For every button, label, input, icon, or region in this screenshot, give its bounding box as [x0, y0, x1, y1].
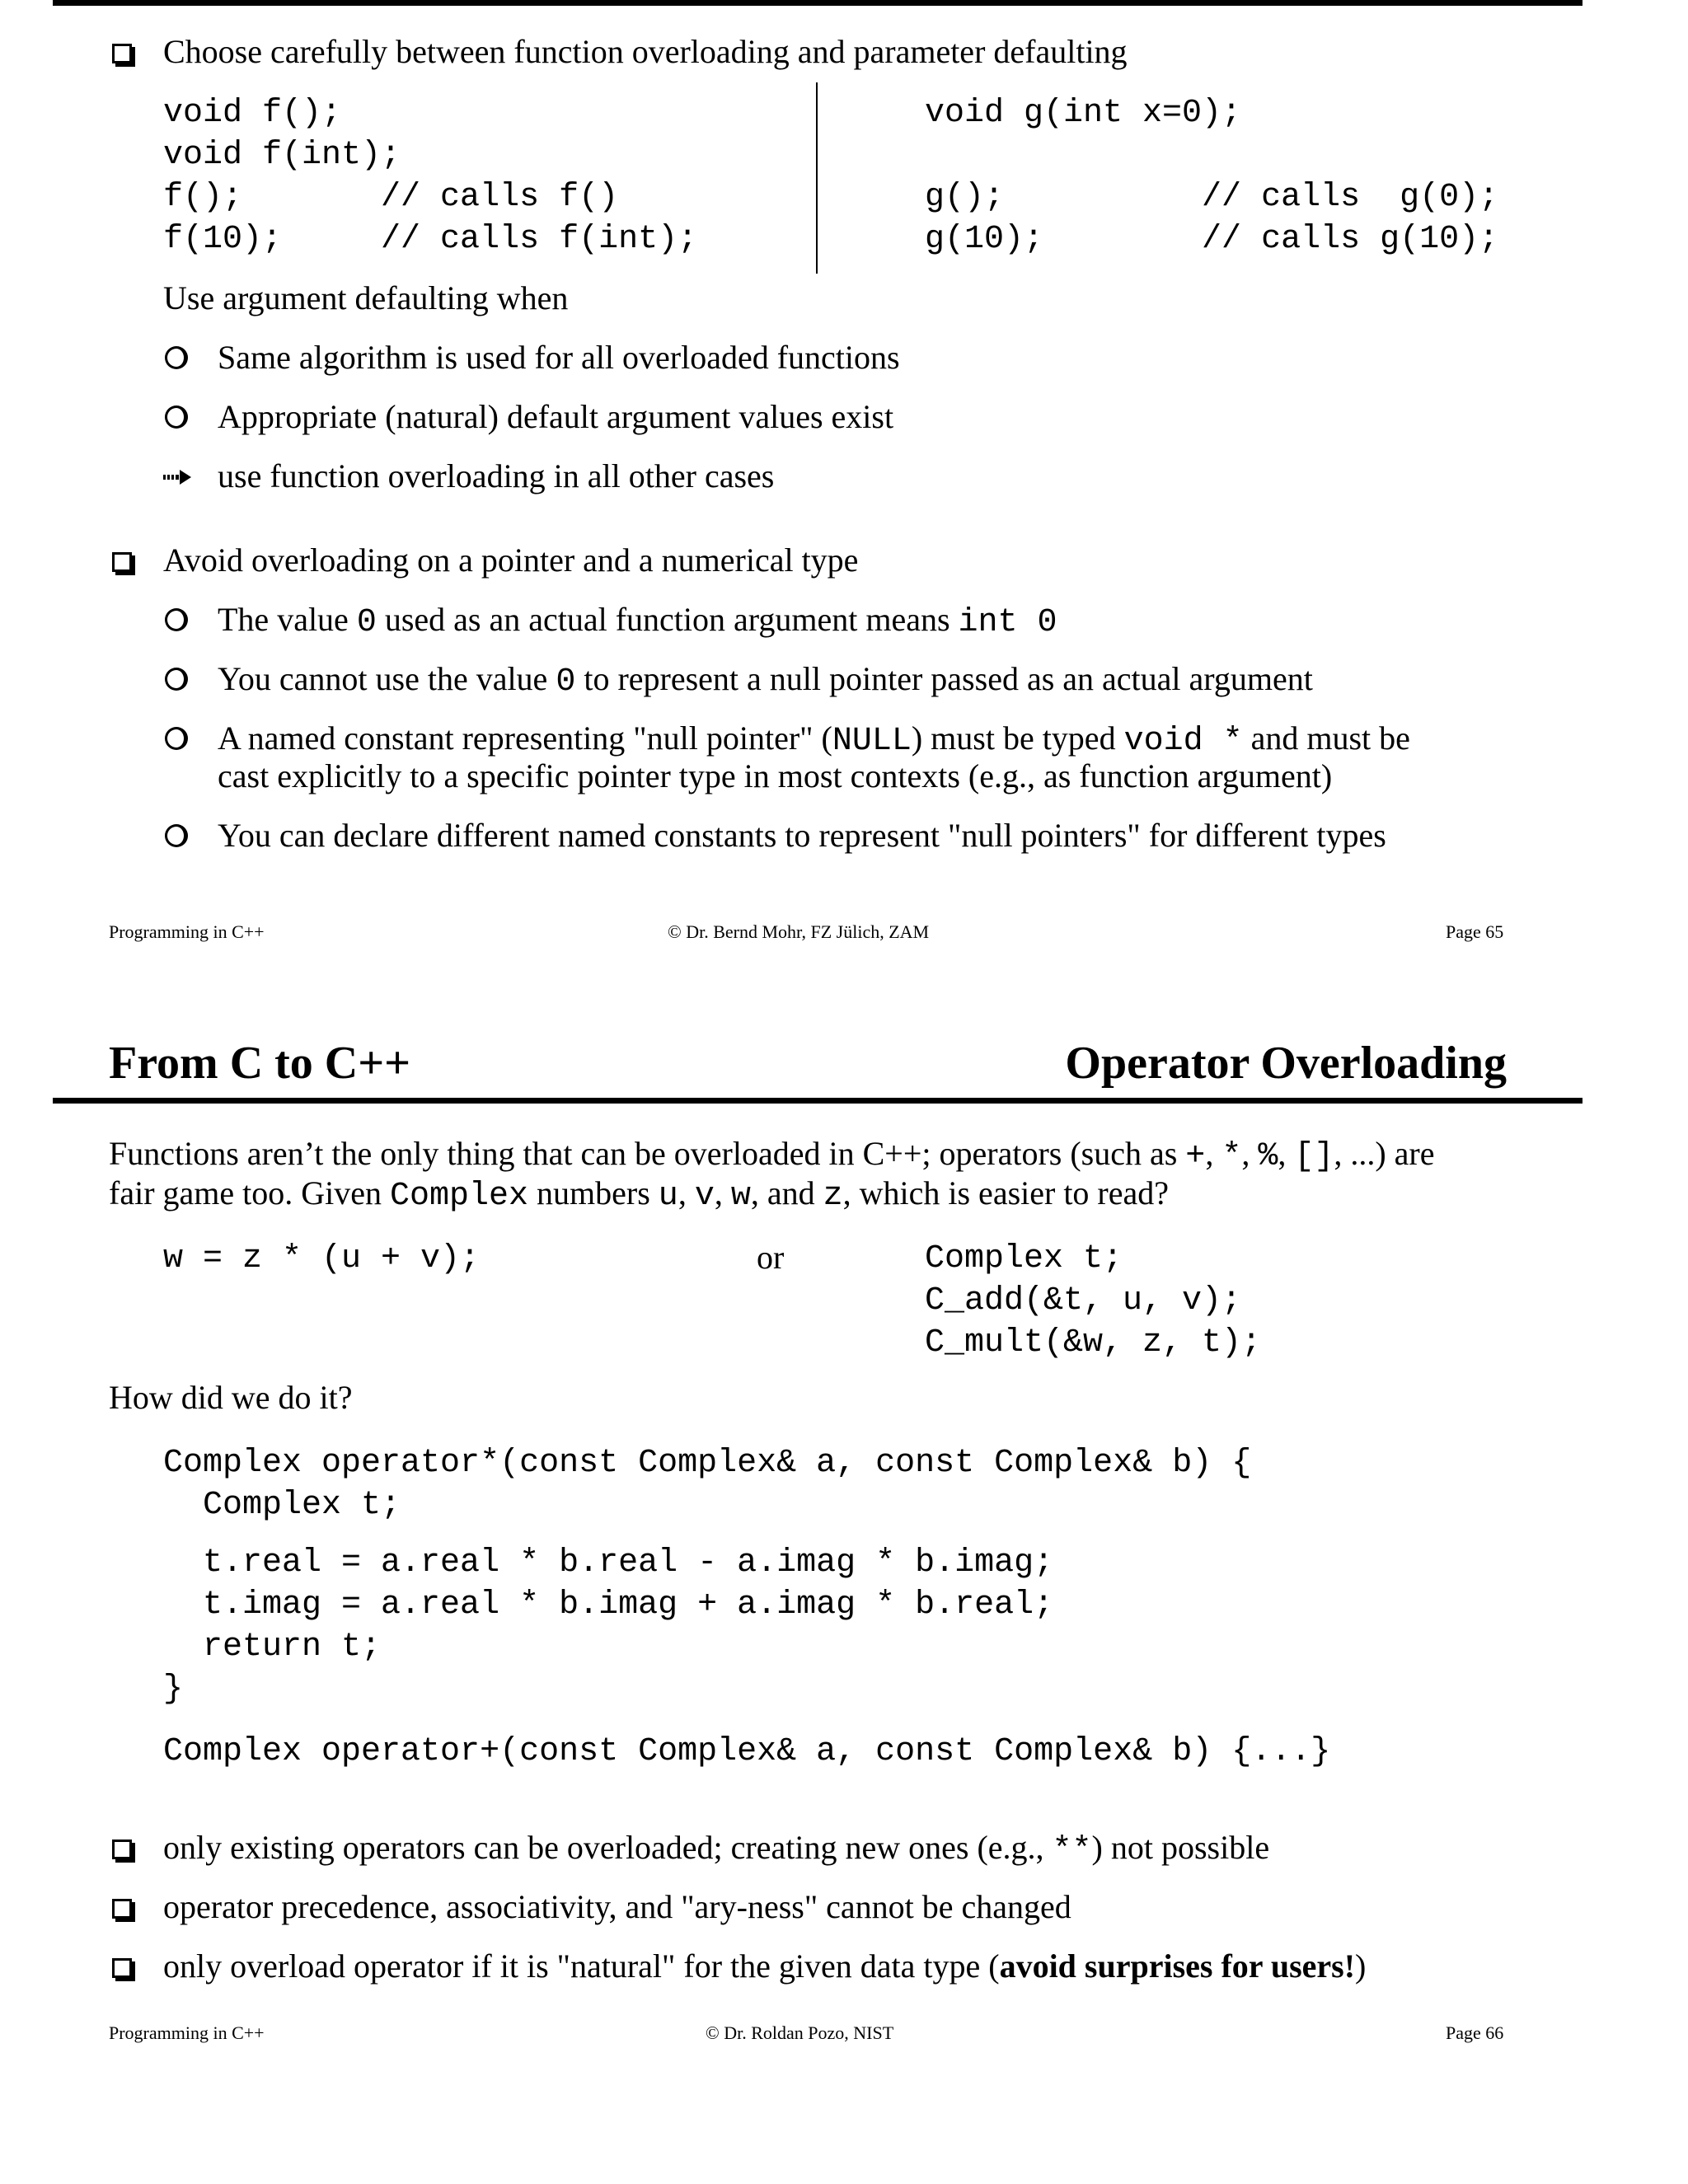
bullet-precedence: operator precedence, associativity, and "ary-ness" cannot be changed	[163, 1888, 1071, 1925]
code-line: C_add(&t, u, v);	[925, 1282, 1242, 1319]
inline-code: []	[1294, 1138, 1334, 1175]
circle-bullet-icon	[165, 608, 188, 631]
code-line: t.imag = a.real * b.imag + a.imag * b.real;	[163, 1586, 1054, 1624]
title-rule	[53, 1098, 1582, 1104]
code-line: Complex t;	[163, 1487, 401, 1524]
checkbox-bullet-icon	[112, 552, 132, 572]
section-title: From C to C++	[109, 1038, 411, 1089]
text-run: , and	[750, 1174, 823, 1212]
text-run: ,	[678, 1174, 695, 1212]
inline-code: w	[730, 1178, 751, 1215]
text-run: only overload operator if it is "natural" for the given data type (	[163, 1947, 1000, 1985]
how-did-we-do-it: How did we do it?	[109, 1379, 353, 1416]
circle-bullet-icon	[165, 824, 188, 847]
inline-code: int 0	[958, 604, 1057, 641]
or-separator: or	[757, 1239, 785, 1276]
text-run: The value	[218, 601, 357, 638]
text-run: ,	[714, 1174, 731, 1212]
footer-course-title: Programming in C++	[109, 2022, 265, 2043]
code-line: f(); // calls f()	[163, 179, 619, 216]
code-line: return t;	[163, 1629, 382, 1666]
inline-code: *	[1221, 1138, 1242, 1175]
arrow-item-use-overloading: use function overloading in all other cases	[218, 457, 775, 494]
code-operator-plus: Complex operator+(const Complex& a, const Complex& b) {...}	[163, 1733, 1331, 1770]
text-run: ) must be typed	[911, 719, 1124, 757]
text-run: fair game too. Given	[109, 1174, 390, 1212]
intro-line-2	[109, 1174, 1169, 1216]
sub-bullet-value-zero-int	[218, 600, 1057, 643]
checkbox-bullet-icon	[112, 1958, 132, 1978]
checkbox-bullet-icon	[112, 1899, 132, 1919]
footer-course-title: Programming in C++	[109, 921, 265, 942]
checkbox-bullet-icon	[112, 44, 132, 63]
inline-code: 0	[556, 663, 576, 701]
sub-bullet-natural-defaults: Appropriate (natural) default argument values exist	[218, 398, 894, 435]
circle-bullet-icon	[165, 727, 188, 750]
column-divider	[816, 82, 818, 274]
text-run: numbers	[528, 1174, 659, 1212]
arrow-right-icon	[163, 470, 191, 485]
intro-line-1	[109, 1134, 1435, 1177]
code-line: void g(int x=0);	[925, 95, 1242, 132]
code-operator-multiply	[163, 1444, 1251, 1709]
page-title: Operator Overloading	[1065, 1038, 1507, 1089]
sub-bullet-same-algorithm: Same algorithm is used for all overloaded functions	[218, 339, 900, 376]
expression-operator-form: w = z * (u + v);	[163, 1240, 481, 1277]
code-line: C_mult(&w, z, t);	[925, 1324, 1262, 1361]
text-run: used as an actual function argument means	[376, 601, 959, 638]
code-line: void f(int);	[163, 137, 401, 174]
checkbox-bullet-icon	[112, 1840, 132, 1859]
text-run: ) not possible	[1091, 1829, 1270, 1866]
sub-bullet-different-null-constants: You can declare different named constants to represent "null pointers" for different types	[218, 817, 1386, 854]
use-argument-defaulting-heading: Use argument defaulting when	[163, 279, 569, 316]
code-line	[925, 136, 1498, 176]
code-line: g(); // calls g(0);	[925, 179, 1499, 216]
text-run: and must be	[1242, 719, 1410, 757]
text-run: Functions aren’t the only thing that can be overloaded in C++; operators (such as	[109, 1135, 1186, 1172]
bold-warning: avoid surprises for users!	[999, 1947, 1356, 1985]
inline-code: **	[1052, 1832, 1092, 1869]
code-line: void f();	[163, 95, 342, 132]
text-run: ,	[1205, 1135, 1222, 1172]
circle-bullet-icon	[165, 405, 188, 429]
sub-bullet-null-constant-line2: cast explicitly to a specific pointer type in most contexts (e.g., as function argument)	[218, 757, 1333, 794]
inline-code: +	[1185, 1138, 1206, 1175]
footer-page-number: Page 66	[1446, 2022, 1504, 2043]
bullet-avoid-pointer-numerical: Avoid overloading on a pointer and a numerical type	[163, 541, 859, 579]
sub-bullet-zero-null-pointer	[218, 659, 1313, 702]
footer-copyright: © Dr. Bernd Mohr, FZ Jülich, ZAM	[668, 921, 930, 942]
inline-code: NULL	[832, 723, 912, 760]
inline-code: z	[823, 1178, 843, 1215]
sub-bullet-null-constant	[218, 719, 1410, 762]
code-line: f(10); // calls f(int);	[163, 221, 698, 258]
text-run: to represent a null pointer passed as an actual argument	[575, 660, 1313, 697]
inline-code: v	[694, 1178, 715, 1215]
text-run: only existing operators can be overloaded; creating new ones (e.g.,	[163, 1829, 1053, 1866]
bullet-overloading-vs-defaulting: Choose carefully between function overloading and parameter defaulting	[163, 33, 1128, 70]
footer-page-number: Page 65	[1446, 921, 1504, 942]
text-run: , ...) are	[1334, 1135, 1435, 1172]
code-line: t.real = a.real * b.real - a.imag * b.imag;	[163, 1544, 1054, 1582]
code-left-column	[163, 94, 697, 260]
top-rule	[53, 0, 1582, 6]
code-line: Complex operator*(const Complex& a, const Complex& b) {	[163, 1445, 1252, 1482]
inline-code: 0	[356, 604, 377, 641]
code-line: Complex t;	[925, 1240, 1123, 1277]
code-line: }	[163, 1671, 184, 1708]
code-right-column	[925, 94, 1498, 260]
text-run: , which is easier to read?	[842, 1174, 1170, 1212]
inline-code: Complex	[390, 1178, 529, 1215]
code-line: g(10); // calls g(10);	[925, 221, 1499, 258]
bullet-existing-operators	[163, 1828, 1269, 1871]
bullet-natural-overload	[163, 1947, 1366, 1986]
expression-function-form	[925, 1240, 1261, 1363]
text-run: )	[1355, 1947, 1367, 1985]
inline-code: %	[1258, 1138, 1278, 1175]
circle-bullet-icon	[165, 668, 188, 691]
text-run: You cannot use the value	[218, 660, 556, 697]
footer-copyright: © Dr. Roldan Pozo, NIST	[706, 2022, 894, 2043]
circle-bullet-icon	[165, 346, 188, 369]
text-run: ,	[1278, 1135, 1295, 1172]
inline-code: u	[658, 1178, 678, 1215]
text-run: ,	[1241, 1135, 1259, 1172]
inline-code: void *	[1123, 723, 1243, 760]
text-run: A named constant representing "null pointer" (	[218, 719, 832, 757]
